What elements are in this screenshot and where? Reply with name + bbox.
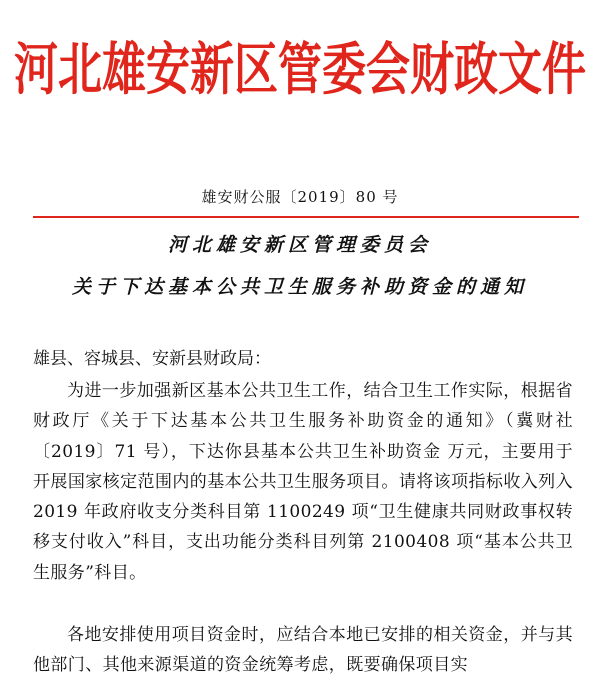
salutation: 雄县、容城县、安新县财政局： bbox=[33, 349, 271, 369]
document-number: 雄安财公服〔2019〕80 号 bbox=[201, 188, 399, 206]
notice-title-line-1: 河北雄安新区管理委员会 bbox=[167, 234, 432, 256]
notice-title-line-2: 关于下达基本公共卫生服务补助资金的通知 bbox=[71, 276, 528, 298]
body-paragraph-1: 为进一步加强新区基本公共卫生工作，结合卫生工作实际，根据省财政厅《关于下达基本公共卫生服务补助资金的通知》（冀财社〔2019〕71 号），下达你县基本公共卫生补助资金 万元，主要用于开展国家核定范围内的基本公共卫生服务项目。请将该项指标收入列入 2019 年政府收支分类科目第 1100249 项“卫生健康共同财政事权转移支付收入”科目，支出功能分类科目列第 2100408 项“基本公共卫生服务”科目。 bbox=[33, 381, 573, 583]
body-paragraph-2: 各地安排使用项目资金时，应结合本地已安排的相关资金，并与其他部门、其他来源渠道的资金统筹考虑，既要确保项目实 bbox=[33, 625, 573, 676]
masthead-title: 河北雄安新区管委会财政文件 bbox=[14, 37, 586, 103]
red-divider-line bbox=[33, 216, 579, 218]
